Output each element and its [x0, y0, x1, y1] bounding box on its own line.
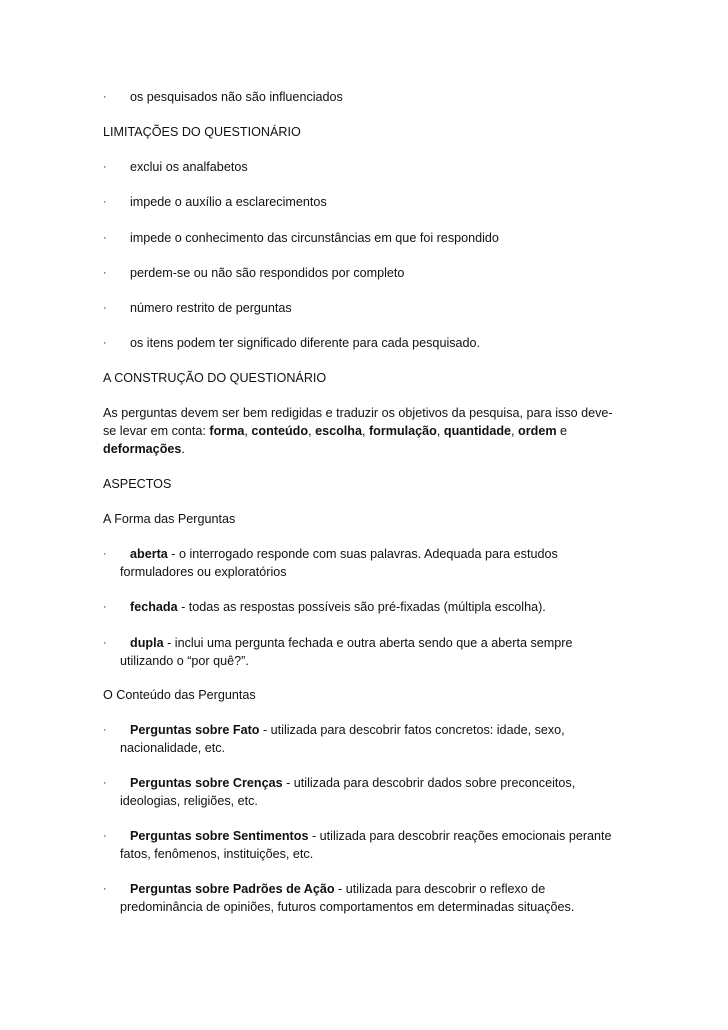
- list-item: [103, 721, 623, 757]
- list-item: [103, 880, 623, 916]
- list-item-text: exclui os analfabetos: [130, 160, 248, 174]
- term-formulacao: formulação: [368, 424, 437, 438]
- description: - utilizada para descobrir o reflexo de predominância de opiniões, futuros comportamentos em determinadas situações.: [120, 882, 575, 914]
- subsection-heading-form: A Forma das Perguntas: [103, 512, 236, 526]
- term: fechada: [130, 600, 178, 614]
- term-deformacoes: deformações: [103, 442, 182, 456]
- list-item: [103, 229, 623, 247]
- separator: ,: [436, 424, 444, 438]
- bullet-dot: ·: [103, 724, 107, 736]
- bullet-dot: ·: [103, 883, 107, 895]
- bullet-dot: ·: [103, 637, 107, 649]
- separator: ,: [244, 424, 252, 438]
- term: aberta: [130, 547, 168, 561]
- list-item: [103, 598, 623, 616]
- list-item-text: [103, 598, 623, 616]
- description: - todas as respostas possíveis são pré-fixadas (múltipla escolha).: [177, 600, 546, 614]
- list-item-text: impede o conhecimento das circunstâncias em que foi respondido: [130, 231, 499, 245]
- list-item-text: [103, 880, 623, 916]
- list-item-text: [103, 721, 623, 757]
- list-item-text: os pesquisados não são influenciados: [130, 90, 343, 104]
- list-item: [103, 88, 623, 106]
- bullet-dot: ·: [103, 302, 107, 314]
- section-heading-construction: A CONSTRUÇÃO DO QUESTIONÁRIO: [103, 371, 327, 385]
- description: - utilizada para descobrir fatos concretos: idade, sexo, nacionalidade, etc.: [120, 723, 565, 755]
- section-heading-limitations: LIMITAÇÕES DO QUESTIONÁRIO: [103, 125, 301, 139]
- list-item-text: os itens podem ter significado diferente para cada pesquisado.: [130, 336, 481, 350]
- separator: ,: [511, 424, 519, 438]
- list-item: [103, 545, 623, 581]
- list-item: [103, 193, 623, 211]
- section-heading-aspects: ASPECTOS: [103, 477, 172, 491]
- period: .: [181, 442, 185, 456]
- separator: ,: [361, 424, 369, 438]
- list-item-text: [103, 827, 623, 863]
- list-item: [103, 158, 623, 176]
- bullet-dot: ·: [103, 777, 107, 789]
- term-escolha: escolha: [315, 424, 362, 438]
- description: - utilizada para descobrir reações emocionais perante fatos, fenômenos, instituições, etc.: [120, 829, 612, 861]
- list-item: [103, 827, 623, 863]
- list-item: [103, 264, 623, 282]
- subsection-heading-content: O Conteúdo das Perguntas: [103, 688, 256, 702]
- bullet-dot: ·: [103, 232, 107, 244]
- term-ordem: ordem: [518, 424, 557, 438]
- bullet-dot: ·: [103, 161, 107, 173]
- term: Perguntas sobre Fato: [130, 723, 260, 737]
- list-item-text: número restrito de perguntas: [130, 301, 292, 315]
- list-item-text: impede o auxílio a esclarecimentos: [130, 195, 327, 209]
- description: - utilizada para descobrir dados sobre preconceitos, ideologias, religiões, etc.: [120, 776, 576, 808]
- description: - inclui uma pergunta fechada e outra aberta sendo que a aberta sempre utilizando o “por quê?”.: [120, 636, 573, 668]
- construction-paragraph: [103, 404, 623, 458]
- term-conteudo: conteúdo: [251, 424, 309, 438]
- list-item: [103, 299, 623, 317]
- list-item: [103, 634, 623, 670]
- list-item-text: perdem-se ou não são respondidos por completo: [130, 266, 405, 280]
- list-item-text: [103, 634, 623, 670]
- bullet-dot: ·: [103, 337, 107, 349]
- term-forma: forma: [209, 424, 245, 438]
- term: Perguntas sobre Padrões de Ação: [130, 882, 335, 896]
- list-item: [103, 774, 623, 810]
- bullet-dot: ·: [103, 548, 107, 560]
- term-quantidade: quantidade: [443, 424, 512, 438]
- term: Perguntas sobre Crenças: [130, 776, 283, 790]
- bullet-dot: ·: [103, 601, 107, 613]
- term: dupla: [130, 636, 164, 650]
- description: - o interrogado responde com suas palavras. Adequada para estudos formuladores ou exploratórios: [120, 547, 558, 579]
- bullet-dot: ·: [103, 267, 107, 279]
- conjunction: e: [556, 424, 568, 438]
- list-item-text: [103, 545, 623, 581]
- bullet-dot: ·: [103, 196, 107, 208]
- bullet-dot: ·: [103, 91, 107, 103]
- paragraph-text: As perguntas devem ser bem redigidas e traduzir os objetivos da pesquisa, para isso deve-se levar em conta:: [103, 406, 613, 438]
- term: Perguntas sobre Sentimentos: [130, 829, 309, 843]
- list-item: [103, 334, 623, 352]
- bullet-dot: ·: [103, 830, 107, 842]
- separator: ,: [308, 424, 316, 438]
- list-item-text: [103, 774, 623, 810]
